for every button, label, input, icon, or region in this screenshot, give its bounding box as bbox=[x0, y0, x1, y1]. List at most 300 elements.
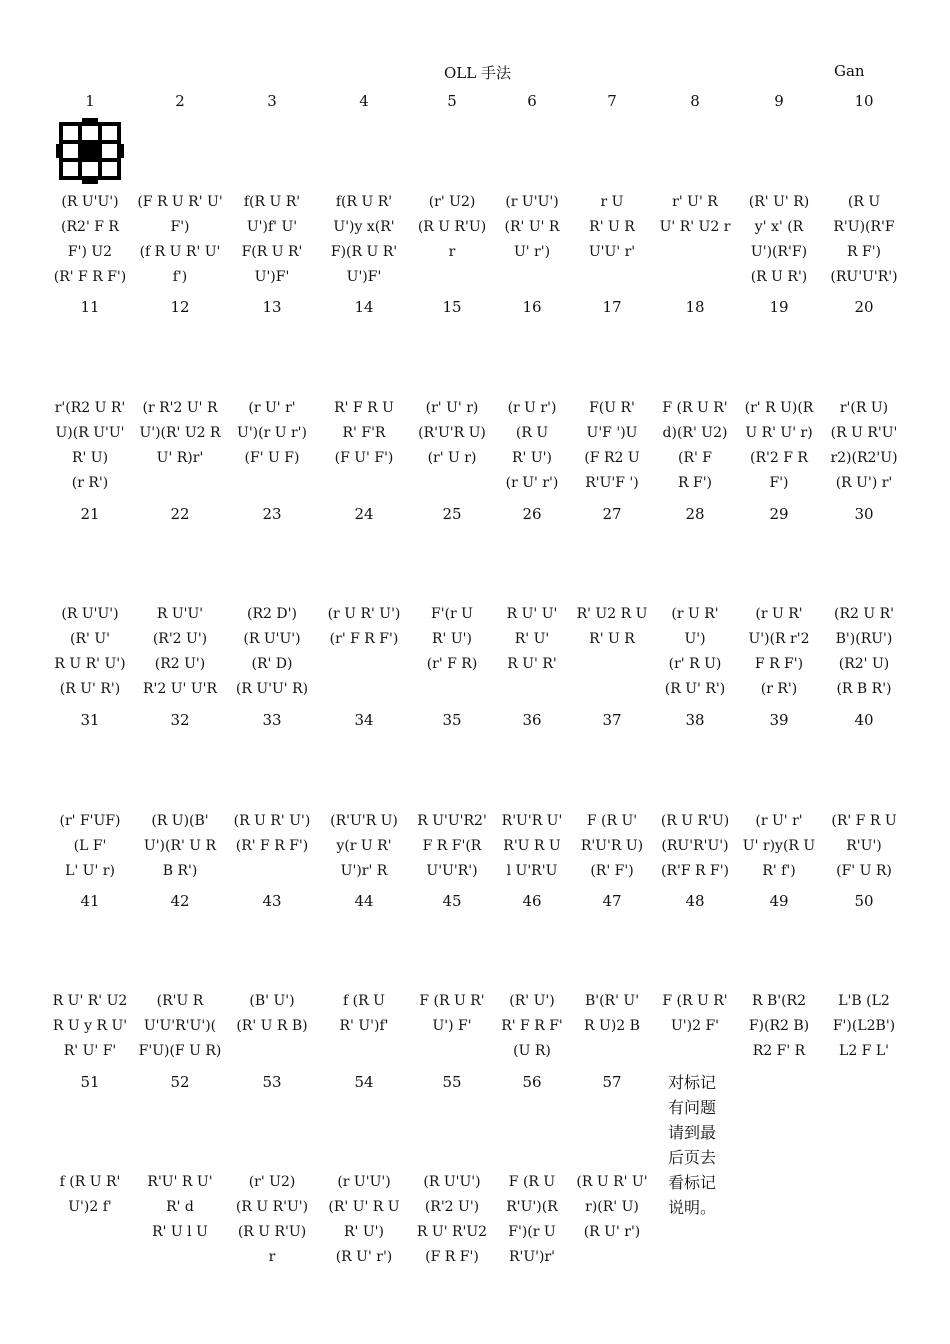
algorithm-line: f (R U bbox=[343, 993, 385, 1009]
algorithm-line: R'U'R U) bbox=[580, 838, 644, 854]
case-algorithm bbox=[321, 1170, 407, 1270]
case-algorithm bbox=[321, 989, 407, 1039]
algorithm-line: F R F') bbox=[754, 656, 804, 672]
algorithm-line: (r' F R) bbox=[426, 656, 478, 672]
case-number: 51 bbox=[80, 1073, 100, 1091]
algorithm-line: F (R U bbox=[508, 1174, 556, 1190]
algorithm-line: (R U') r' bbox=[835, 475, 893, 491]
algorithm-line: (r U' r' bbox=[755, 813, 803, 829]
algorithm-line: (R' U' R) bbox=[748, 194, 810, 210]
case-algorithm bbox=[229, 396, 315, 471]
case-number: 22 bbox=[170, 505, 190, 523]
case-algorithm bbox=[137, 809, 223, 884]
algorithm-line: (R U R' U') bbox=[233, 813, 311, 829]
case-number: 23 bbox=[262, 505, 282, 523]
algorithm-line: (F R U R' U' bbox=[137, 194, 223, 210]
case-number: 33 bbox=[262, 711, 282, 729]
case-algorithm bbox=[47, 190, 133, 290]
algorithm-line: R U' R' bbox=[507, 656, 557, 672]
case-number: 50 bbox=[854, 892, 874, 910]
case-algorithm bbox=[736, 989, 822, 1064]
algorithm-line: r' U' R bbox=[672, 194, 718, 210]
case-number: 37 bbox=[602, 711, 622, 729]
algorithm-line: U'U' r' bbox=[588, 244, 636, 260]
case-number: 8 bbox=[690, 92, 700, 110]
case-number: 5 bbox=[447, 92, 457, 110]
algorithm-line: L2 F L' bbox=[839, 1043, 889, 1059]
algorithm-line: F') bbox=[170, 219, 190, 235]
algorithm-line: r)(R' U) bbox=[585, 1199, 639, 1215]
case-number: 4 bbox=[359, 92, 369, 110]
case-algorithm bbox=[409, 989, 495, 1039]
case-algorithm bbox=[489, 396, 575, 496]
case-algorithm bbox=[489, 190, 575, 265]
algorithm-line: (R U R') bbox=[750, 269, 808, 285]
case-number: 56 bbox=[522, 1073, 542, 1091]
algorithm-line: R'U R U bbox=[503, 838, 561, 854]
algorithm-line: (R U R'U) bbox=[417, 219, 487, 235]
case-algorithm bbox=[47, 989, 133, 1064]
algorithm-line: R'U'R U' bbox=[501, 813, 563, 829]
case-algorithm bbox=[652, 602, 738, 702]
algorithm-line: F (R U R' bbox=[419, 993, 485, 1009]
algorithm-line: (R U'U') bbox=[423, 1174, 481, 1190]
algorithm-line: (r U R' bbox=[671, 606, 719, 622]
algorithm-line: (R' U' bbox=[70, 631, 110, 647]
algorithm-line: f(R U R' bbox=[335, 194, 393, 210]
algorithm-line: R' U') bbox=[512, 450, 552, 466]
algorithm-line: (R'2 U') bbox=[424, 1199, 480, 1215]
algorithm-line: U')r' R bbox=[340, 863, 388, 879]
algorithm-line: R U' U' bbox=[506, 606, 558, 622]
algorithm-line: U')F' bbox=[254, 269, 290, 285]
algorithm-line: R' U2 R U bbox=[576, 606, 648, 622]
algorithm-line: (r' U2) bbox=[248, 1174, 296, 1190]
algorithm-line: (r' F'UF) bbox=[59, 813, 121, 829]
algorithm-line: (R2 U') bbox=[154, 656, 206, 672]
algorithm-line: (R B R') bbox=[836, 681, 892, 697]
algorithm-line: (R U' r') bbox=[583, 1224, 641, 1240]
case-number: 55 bbox=[442, 1073, 462, 1091]
case-algorithm bbox=[409, 602, 495, 677]
algorithm-line: F'(r U bbox=[431, 606, 473, 622]
algorithm-line: (R U R'U') bbox=[235, 1199, 309, 1215]
case-number: 28 bbox=[685, 505, 705, 523]
case-number: 27 bbox=[602, 505, 622, 523]
case-number: 40 bbox=[854, 711, 874, 729]
case-number: 15 bbox=[442, 298, 462, 316]
algorithm-line: R' F R F' bbox=[501, 1018, 563, 1034]
case-number: 18 bbox=[685, 298, 705, 316]
algorithm-line: R B'(R2 bbox=[751, 993, 807, 1009]
marker-note: 对标记 有问题 请到最 后页去 看标记 说明。 bbox=[668, 1073, 717, 1217]
case-number: 25 bbox=[442, 505, 462, 523]
algorithm-line: (F R F') bbox=[425, 1249, 479, 1265]
algorithm-line: R' U l U bbox=[152, 1224, 208, 1240]
algorithm-line: (R' F R U bbox=[831, 813, 897, 829]
case-algorithm bbox=[489, 1170, 575, 1270]
case-algorithm bbox=[569, 1170, 655, 1245]
algorithm-line: r'(R2 U R' bbox=[54, 400, 126, 416]
algorithm-line: (R' U') bbox=[509, 993, 555, 1009]
case-algorithm bbox=[137, 190, 223, 290]
case-algorithm bbox=[489, 809, 575, 884]
algorithm-line: r U bbox=[600, 194, 624, 210]
case-number: 3 bbox=[267, 92, 277, 110]
algorithm-line: (R U R'U) bbox=[660, 813, 730, 829]
case-algorithm bbox=[409, 396, 495, 471]
algorithm-line: R'U' R U' bbox=[147, 1174, 213, 1190]
algorithm-line: F(R U R' bbox=[241, 244, 303, 260]
algorithm-line: (F' U F) bbox=[244, 450, 300, 466]
algorithm-line: R U'U' bbox=[156, 606, 204, 622]
case-number: 36 bbox=[522, 711, 542, 729]
case-number: 34 bbox=[354, 711, 374, 729]
case-number: 20 bbox=[854, 298, 874, 316]
case-algorithm bbox=[652, 396, 738, 496]
case-number: 41 bbox=[80, 892, 100, 910]
algorithm-line: (R U'U') bbox=[61, 194, 119, 210]
case-number: 24 bbox=[354, 505, 374, 523]
algorithm-line: U')(R' U2 R bbox=[139, 425, 221, 441]
algorithm-line: U')(r U r') bbox=[237, 425, 307, 441]
algorithm-line: (R' U R B) bbox=[236, 1018, 308, 1034]
case-algorithm bbox=[489, 602, 575, 677]
case-algorithm bbox=[229, 809, 315, 859]
case-number: 54 bbox=[354, 1073, 374, 1091]
case-number: 57 bbox=[602, 1073, 622, 1091]
algorithm-line: R U' R' U2 bbox=[52, 993, 128, 1009]
case-algorithm bbox=[736, 809, 822, 884]
algorithm-line: (r' F R F') bbox=[329, 631, 399, 647]
algorithm-line: (r' R U) bbox=[668, 656, 722, 672]
algorithm-line: (R'U'R U) bbox=[418, 425, 486, 441]
algorithm-line: (R2 U R' bbox=[834, 606, 894, 622]
algorithm-line: F')(r U bbox=[508, 1224, 556, 1240]
algorithm-line: (r U'U') bbox=[337, 1174, 391, 1190]
case-algorithm bbox=[137, 602, 223, 702]
algorithm-line: R U R' U') bbox=[54, 656, 126, 672]
case-algorithm bbox=[409, 809, 495, 884]
algorithm-line: R2 F' R bbox=[752, 1043, 806, 1059]
case-algorithm bbox=[321, 396, 407, 471]
algorithm-line: F (R U R' bbox=[662, 993, 728, 1009]
algorithm-line: (r' U' r) bbox=[425, 400, 479, 416]
algorithm-line: U')(R'F) bbox=[750, 244, 808, 260]
case-number: 43 bbox=[262, 892, 282, 910]
case-algorithm bbox=[652, 190, 738, 240]
case-number: 11 bbox=[80, 298, 100, 316]
algorithm-line: U')y x(R' bbox=[333, 219, 395, 235]
algorithm-line: (r' U2) bbox=[428, 194, 476, 210]
algorithm-line: d)(R' U2) bbox=[662, 425, 728, 441]
algorithm-line: R' U R bbox=[589, 219, 635, 235]
case-algorithm bbox=[569, 396, 655, 496]
algorithm-line: (R2' F R bbox=[61, 219, 119, 235]
case-algorithm bbox=[229, 602, 315, 702]
case-number: 19 bbox=[769, 298, 789, 316]
algorithm-line: F') U2 bbox=[67, 244, 113, 260]
algorithm-line: R' d bbox=[166, 1199, 194, 1215]
algorithm-line: U') bbox=[684, 631, 706, 647]
case-number: 30 bbox=[854, 505, 874, 523]
algorithm-line: R F') bbox=[677, 475, 712, 491]
case-algorithm bbox=[821, 602, 907, 702]
algorithm-line: R' U) bbox=[71, 450, 109, 466]
algorithm-line: (R'U'R U) bbox=[330, 813, 398, 829]
case-number: 35 bbox=[442, 711, 462, 729]
algorithm-line: R U y R U' bbox=[52, 1018, 128, 1034]
algorithm-line: (U R) bbox=[513, 1043, 551, 1059]
algorithm-line: (L F' bbox=[73, 838, 107, 854]
case-algorithm bbox=[652, 809, 738, 884]
algorithm-line: r bbox=[448, 244, 456, 260]
algorithm-line: (RU'U'R') bbox=[830, 269, 898, 285]
case-algorithm bbox=[569, 809, 655, 884]
algorithm-line: R U'U'R2' bbox=[417, 813, 487, 829]
algorithm-line: (R'F R F') bbox=[660, 863, 730, 879]
algorithm-line: U')(R r'2 bbox=[748, 631, 810, 647]
algorithm-line: (F' U R) bbox=[836, 863, 892, 879]
case-number: 16 bbox=[522, 298, 542, 316]
algorithm-line: R' U')f' bbox=[339, 1018, 389, 1034]
case-number: 44 bbox=[354, 892, 374, 910]
case-algorithm bbox=[821, 190, 907, 290]
algorithm-line: U'U'R'U')( bbox=[143, 1018, 217, 1034]
algorithm-line: F (R U' bbox=[586, 813, 638, 829]
algorithm-line: B R') bbox=[162, 863, 198, 879]
algorithm-line: R'U')r' bbox=[508, 1249, 556, 1265]
algorithm-line: B')(RU') bbox=[835, 631, 893, 647]
case-number: 48 bbox=[685, 892, 705, 910]
case-algorithm bbox=[47, 1170, 133, 1220]
algorithm-line: U)(R U'U' bbox=[55, 425, 125, 441]
case-algorithm bbox=[229, 1170, 315, 1270]
algorithm-line: (RU'R'U') bbox=[661, 838, 729, 854]
algorithm-line: (B' U') bbox=[249, 993, 295, 1009]
algorithm-line: (R' U' R bbox=[504, 219, 560, 235]
case-number: 6 bbox=[527, 92, 537, 110]
algorithm-line: r2)(R2'U) bbox=[830, 450, 898, 466]
case-number: 47 bbox=[602, 892, 622, 910]
algorithm-line: r'(R U) bbox=[839, 400, 889, 416]
case-number: 10 bbox=[854, 92, 874, 110]
case-number: 45 bbox=[442, 892, 462, 910]
algorithm-line: U')f' U' bbox=[246, 219, 298, 235]
cube-diagram-case-1 bbox=[56, 118, 124, 184]
algorithm-line: (R' F') bbox=[590, 863, 634, 879]
case-algorithm bbox=[47, 396, 133, 496]
algorithm-line: (R' F R F') bbox=[53, 269, 127, 285]
algorithm-line: U' R)r' bbox=[156, 450, 204, 466]
case-number: 29 bbox=[769, 505, 789, 523]
algorithm-line: (R U'U') bbox=[243, 631, 301, 647]
algorithm-line: (R' D) bbox=[251, 656, 293, 672]
algorithm-line: (R U bbox=[847, 194, 881, 210]
algorithm-line: (R U R'U' bbox=[830, 425, 898, 441]
case-algorithm bbox=[321, 602, 407, 652]
algorithm-line: F R F'(R bbox=[422, 838, 482, 854]
case-number: 53 bbox=[262, 1073, 282, 1091]
case-number: 46 bbox=[522, 892, 542, 910]
algorithm-line: F(U R' bbox=[589, 400, 635, 416]
algorithm-line: (R U' R') bbox=[664, 681, 726, 697]
author-name: Gan bbox=[834, 62, 865, 80]
case-number: 1 bbox=[85, 92, 95, 110]
case-algorithm bbox=[321, 809, 407, 884]
algorithm-line: R'2 U' U'R bbox=[142, 681, 218, 697]
algorithm-line: F'U)(F U R) bbox=[138, 1043, 222, 1059]
algorithm-line: U'U'R') bbox=[426, 863, 478, 879]
algorithm-line: (R U R' U' bbox=[576, 1174, 648, 1190]
case-number: 49 bbox=[769, 892, 789, 910]
case-algorithm bbox=[652, 989, 738, 1039]
case-algorithm bbox=[409, 1170, 495, 1270]
algorithm-line: (R'2 F R bbox=[750, 450, 808, 466]
case-algorithm bbox=[821, 396, 907, 496]
case-number: 26 bbox=[522, 505, 542, 523]
algorithm-line: F') bbox=[769, 475, 789, 491]
case-algorithm bbox=[409, 190, 495, 265]
case-algorithm bbox=[321, 190, 407, 290]
algorithm-line: (F U' F') bbox=[334, 450, 394, 466]
algorithm-line: f(R U R' bbox=[243, 194, 301, 210]
algorithm-line: U'F ')U bbox=[586, 425, 638, 441]
algorithm-line: (R2' U) bbox=[838, 656, 890, 672]
algorithm-line: R' F'R bbox=[342, 425, 386, 441]
algorithm-line: R' F R U bbox=[334, 400, 394, 416]
algorithm-line: F (R U R' bbox=[662, 400, 728, 416]
case-algorithm bbox=[229, 190, 315, 290]
algorithm-line: R'U')(R bbox=[506, 1199, 558, 1215]
case-number: 9 bbox=[774, 92, 784, 110]
case-number: 31 bbox=[80, 711, 100, 729]
algorithm-line: F')(L2B') bbox=[832, 1018, 896, 1034]
algorithm-line: R' U') bbox=[432, 631, 472, 647]
case-number: 38 bbox=[685, 711, 705, 729]
case-number: 12 bbox=[170, 298, 190, 316]
algorithm-line: (r U' r' bbox=[248, 400, 296, 416]
algorithm-line: U')(R' U R bbox=[143, 838, 217, 854]
algorithm-line: (R U'U' R) bbox=[235, 681, 309, 697]
algorithm-line: (R' U' R U bbox=[328, 1199, 400, 1215]
algorithm-line: L'B (L2 bbox=[838, 993, 890, 1009]
algorithm-line: U')F' bbox=[346, 269, 382, 285]
algorithm-line: F)(R U R' bbox=[330, 244, 398, 260]
algorithm-line: U' r)y(R U bbox=[742, 838, 816, 854]
algorithm-line: R'U'F ') bbox=[585, 475, 639, 491]
algorithm-line: R' U R bbox=[589, 631, 635, 647]
algorithm-line: U' R' U2 r bbox=[659, 219, 731, 235]
algorithm-line: (R'2 U') bbox=[152, 631, 208, 647]
algorithm-line: U') F' bbox=[432, 1018, 472, 1034]
case-algorithm bbox=[137, 989, 223, 1064]
algorithm-line: l U'R'U bbox=[506, 863, 558, 879]
algorithm-line: y' x' (R bbox=[754, 219, 804, 235]
case-algorithm bbox=[137, 1170, 223, 1245]
algorithm-line: (r U' r') bbox=[505, 475, 559, 491]
case-number: 42 bbox=[170, 892, 190, 910]
algorithm-line: (R U R'U) bbox=[237, 1224, 307, 1240]
algorithm-line: R U)2 B bbox=[584, 1018, 640, 1034]
case-algorithm bbox=[47, 602, 133, 702]
case-algorithm bbox=[569, 190, 655, 265]
case-algorithm bbox=[137, 396, 223, 471]
case-algorithm bbox=[821, 989, 907, 1064]
case-algorithm bbox=[821, 809, 907, 884]
algorithm-line: (R'U R bbox=[156, 993, 204, 1009]
case-algorithm bbox=[569, 989, 655, 1039]
case-number: 32 bbox=[170, 711, 190, 729]
algorithm-line: (r' U r) bbox=[427, 450, 477, 466]
algorithm-line: R' U' bbox=[514, 631, 550, 647]
case-number: 17 bbox=[602, 298, 622, 316]
case-algorithm bbox=[229, 989, 315, 1039]
algorithm-line: (R U bbox=[515, 425, 549, 441]
case-number: 14 bbox=[354, 298, 374, 316]
case-number: 21 bbox=[80, 505, 100, 523]
algorithm-line: (r U'U') bbox=[505, 194, 559, 210]
algorithm-line: (r U R' U') bbox=[327, 606, 401, 622]
algorithm-line: (R U'U') bbox=[61, 606, 119, 622]
algorithm-line: (R U' R') bbox=[59, 681, 121, 697]
algorithm-line: R'U)(R'F bbox=[833, 219, 895, 235]
algorithm-line: (R' F bbox=[677, 450, 712, 466]
algorithm-line: f (R U R' bbox=[59, 1174, 121, 1190]
algorithm-line: (f R U R' U' bbox=[139, 244, 221, 260]
case-algorithm bbox=[736, 396, 822, 496]
case-algorithm bbox=[736, 190, 822, 290]
case-algorithm bbox=[736, 602, 822, 702]
algorithm-line: (r U R' bbox=[755, 606, 803, 622]
algorithm-line: r bbox=[268, 1249, 276, 1265]
case-number: 13 bbox=[262, 298, 282, 316]
algorithm-line: U R' U' r) bbox=[745, 425, 813, 441]
algorithm-line: R' U') bbox=[344, 1224, 384, 1240]
algorithm-line: F)(R2 B) bbox=[748, 1018, 810, 1034]
algorithm-line: B'(R' U' bbox=[584, 993, 640, 1009]
algorithm-line: (R2 D') bbox=[247, 606, 297, 622]
algorithm-line: f') bbox=[172, 269, 188, 285]
case-algorithm bbox=[569, 602, 655, 652]
algorithm-line: (r R') bbox=[760, 681, 798, 697]
algorithm-line: (r' R U)(R bbox=[744, 400, 814, 416]
algorithm-line: (F R2 U bbox=[584, 450, 640, 466]
algorithm-line: (r R'2 U' R bbox=[142, 400, 218, 416]
algorithm-line: (r R') bbox=[71, 475, 109, 491]
algorithm-line: R' f') bbox=[762, 863, 796, 879]
algorithm-line: R'U') bbox=[846, 838, 882, 854]
algorithm-line: (R U)(B' bbox=[151, 813, 209, 829]
algorithm-line: y(r U R' bbox=[336, 838, 392, 854]
case-number: 2 bbox=[175, 92, 185, 110]
algorithm-line: (R U' r') bbox=[335, 1249, 393, 1265]
algorithm-line: (r U r') bbox=[507, 400, 557, 416]
algorithm-line: (R' F R F') bbox=[235, 838, 309, 854]
case-algorithm bbox=[489, 989, 575, 1064]
algorithm-line: R U' R'U2 bbox=[416, 1224, 488, 1240]
algorithm-line: R F') bbox=[846, 244, 881, 260]
case-algorithm bbox=[47, 809, 133, 884]
algorithm-line: U')2 F' bbox=[670, 1018, 720, 1034]
case-number: 39 bbox=[769, 711, 789, 729]
case-number: 7 bbox=[607, 92, 617, 110]
algorithm-line: U' r') bbox=[513, 244, 551, 260]
algorithm-line: U')2 f' bbox=[68, 1199, 112, 1215]
algorithm-line: R' U' F' bbox=[63, 1043, 117, 1059]
case-number: 52 bbox=[170, 1073, 190, 1091]
algorithm-line: L' U' r) bbox=[65, 863, 115, 879]
